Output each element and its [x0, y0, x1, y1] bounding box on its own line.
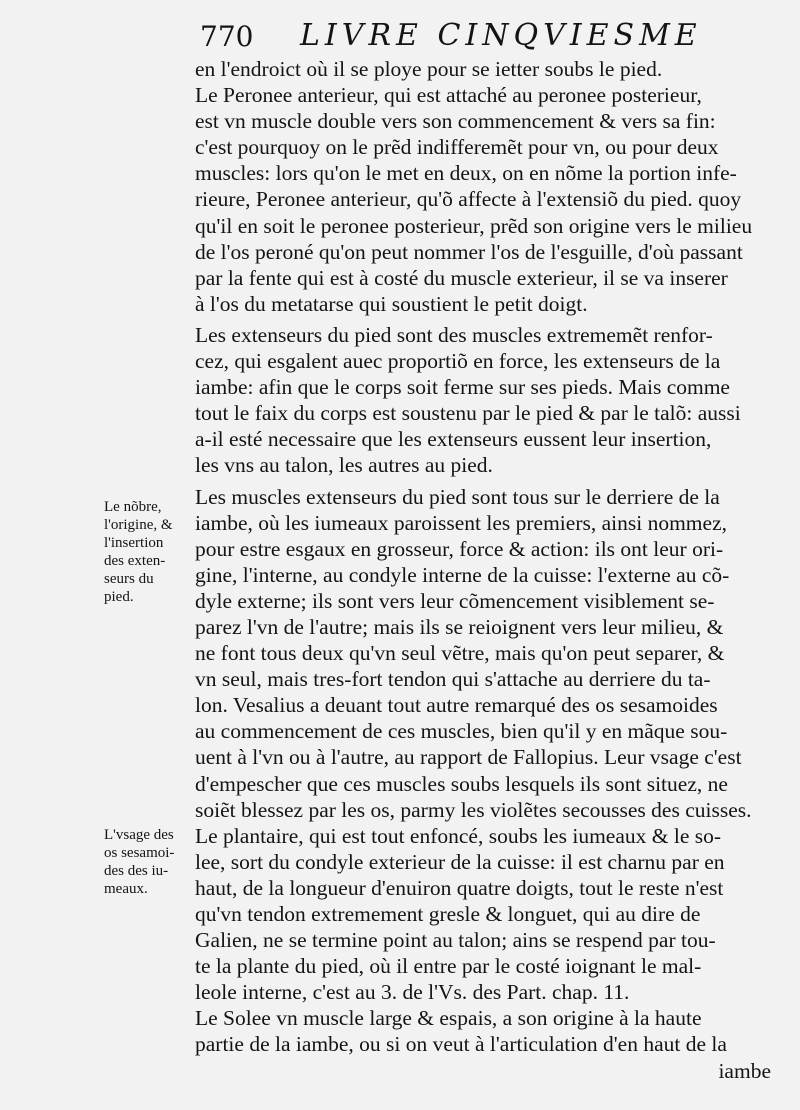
margin-note-line: L'vsage des — [104, 827, 174, 843]
text-line: d'empescher que ces muscles soubs lesquels ils sont situez, ne — [195, 771, 728, 796]
margin-note-line: meaux. — [104, 881, 148, 897]
text-line: a-il esté necessaire que les extenseurs eussent leur insertion, — [195, 427, 712, 452]
body-text — [195, 56, 771, 1084]
text-line: dyle externe; ils sont vers leur cõmencement visiblement se- — [195, 588, 715, 613]
text-line: Le Peronee anterieur, qui est attaché au peronee posterieur, — [195, 83, 702, 108]
text-line: qu'vn tendon extremement gresle & longuet, qui au dire de — [195, 902, 701, 926]
margin-note-extensors — [104, 498, 194, 606]
text-line: tout le faix du corps est soustenu par le pied & par le talõ: aussi — [195, 401, 741, 426]
text-line: les vns au talon, les autres au pied. — [195, 453, 493, 478]
text-line: par la fente qui est à costé du muscle exterieur, il se va inserer — [195, 265, 728, 290]
text-line: iambe, où les iumeaux paroissent les premiers, ainsi nommez, — [195, 510, 727, 535]
text-line: muscles: lors qu'on le met en deux, on en nõme la portion infe- — [195, 161, 737, 186]
text-line: lon. Vesalius a deuant tout autre remarqué des os sesamoides — [195, 693, 718, 718]
page-header — [200, 14, 760, 54]
text-line: cez, qui esgalent auec proportiõ en force, les extenseurs de la — [195, 349, 721, 374]
margin-note-line: Le nõbre, — [104, 499, 162, 515]
margin-note-line: l'origine, & — [104, 517, 173, 533]
catchword: iambe — [718, 1058, 771, 1083]
margin-note-line: os sesamoi- — [104, 845, 175, 861]
margin-note-line: des exten- — [104, 553, 166, 569]
text-line: c'est pourquoy on le prẽd indifferemẽt pour vn, ou pour deux — [195, 135, 719, 160]
text-line: partie de la iambe, ou si on veut à l'articulation d'en haut de la — [195, 1032, 727, 1057]
margin-note-sesamoid — [104, 826, 194, 898]
text-line: vn seul, mais tres-fort tendon qui s'attache au derriere du ta- — [195, 667, 711, 692]
margin-note-line: pied. — [104, 589, 134, 605]
text-line: parez l'vn de l'autre; mais ils se reioignent vers leur milieu, & — [195, 614, 724, 639]
running-head: LIVRE CINQVIESME — [300, 18, 702, 53]
text-line: rieure, Peronee anterieur, qu'õ affecte à l'extensiõ du pied. quoy — [195, 187, 742, 212]
text-line: ne font tous deux qu'vn seul vẽtre, mais qu'on peut separer, & — [195, 641, 725, 666]
text-line: leole interne, c'est au 3. de l'Vs. des Part. chap. 11. — [195, 980, 630, 1005]
text-line: gine, l'interne, au condyle interne de la cuisse: l'externe au cõ- — [195, 562, 730, 587]
text-line: te la plante du pied, où il entre par le costé ioignant le mal- — [195, 954, 702, 979]
text-line: Galien, ne se termine point au talon; ains se respend par tou- — [195, 928, 716, 953]
text-line: lee, sort du condyle exterieur de la cuisse: il est charnu par en — [195, 849, 725, 874]
text-line: Les muscles extenseurs du pied sont tous sur le derriere de la — [195, 484, 720, 509]
text-line: au commencement de ces muscles, bien qu'il y en mãque sou- — [195, 719, 728, 744]
text-line: est vn muscle double vers son commencement & vers sa fin: — [195, 109, 716, 134]
text-line: en l'endroict où il se ploye pour se ietter soubs le pied. — [195, 57, 663, 81]
text-line: Le plantaire, qui est tout enfoncé, soubs les iumeaux & le so- — [195, 823, 722, 848]
text-line: Le Solee vn muscle large & espais, a son origine à la haute — [195, 1006, 702, 1031]
text-line: iambe: afin que le corps soit ferme sur ses pieds. Mais comme — [195, 375, 730, 400]
margin-note-line: l'insertion — [104, 535, 164, 551]
text-line: uent à l'vn ou à l'autre, au rapport de Fallopius. Leur vsage c'est — [195, 745, 742, 770]
text-line: soiẽt blessez par les os, parmy les violẽtes secousses des cuisses. — [195, 797, 752, 822]
margin-note-line: seurs du — [104, 571, 154, 587]
page-number: 770 — [200, 20, 254, 53]
text-line: à l'os du metatarse qui soustient le petit doigt. — [195, 291, 588, 316]
text-line: pour estre esgaux en grosseur, force & action: ils ont leur ori- — [195, 536, 724, 561]
text-line: de l'os peroné qu'on peut nommer l'os de l'esguille, d'où passant — [195, 239, 743, 264]
text-line: Les extenseurs du pied sont des muscles extrememẽt renfor- — [195, 322, 713, 347]
text-line: qu'il en soit le peronee posterieur, prẽd son origine vers le milieu — [195, 213, 753, 238]
margin-note-line: des des iu- — [104, 863, 169, 879]
text-line: haut, de la longueur d'enuiron quatre doigts, tout le reste n'est — [195, 875, 724, 900]
